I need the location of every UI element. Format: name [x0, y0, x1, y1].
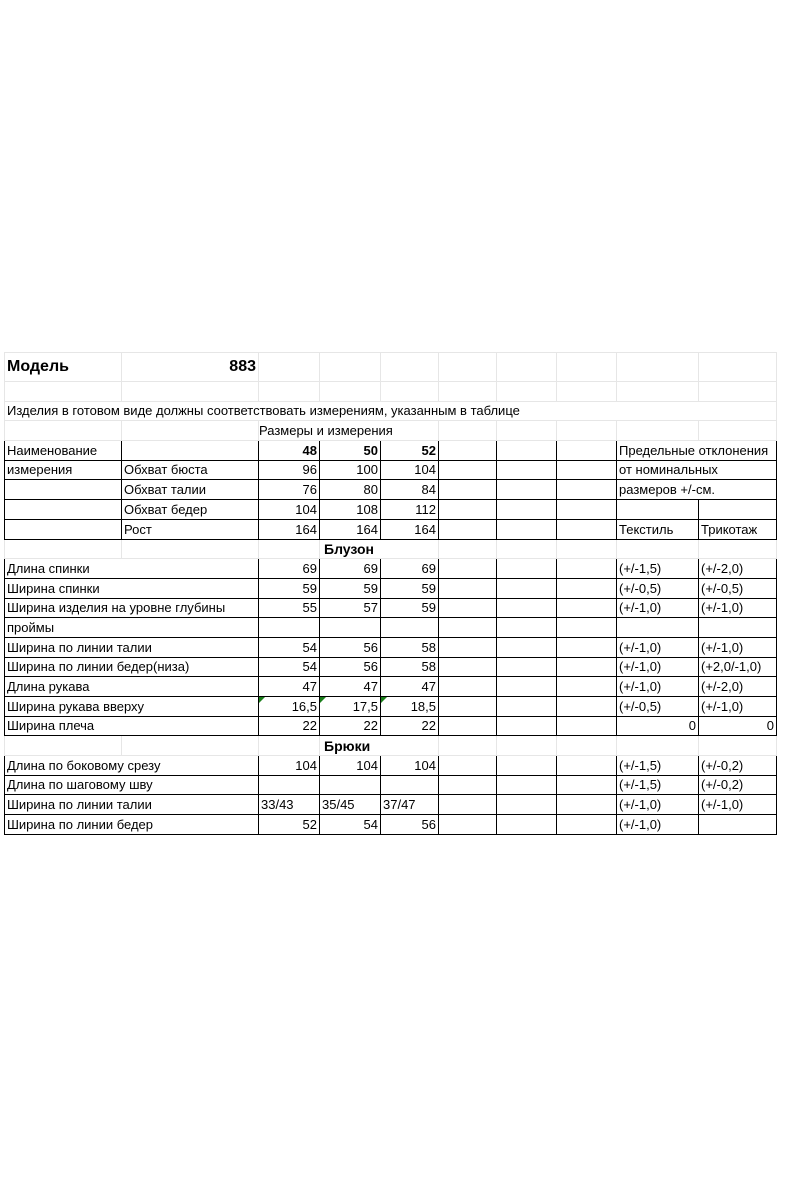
comment-marker-icon — [381, 697, 387, 703]
height-52: 164 — [381, 519, 439, 539]
height-48: 164 — [259, 519, 320, 539]
trousers-value: 52 — [259, 815, 320, 835]
blouse-tolerance-knit: (+/-1,0) — [699, 697, 777, 717]
blouse-row-label: Ширина плеча — [5, 716, 259, 736]
trousers-value: 56 — [381, 815, 439, 835]
blouse-value: 47 — [381, 677, 439, 697]
blouse-value: 59 — [381, 578, 439, 598]
trousers-value: 104 — [320, 756, 381, 776]
waist-50: 80 — [320, 480, 381, 500]
blouse-value: 55 — [259, 598, 320, 618]
blouse-value: 22 — [259, 716, 320, 736]
blouse-tolerance-textile: (+/-1,0) — [617, 677, 699, 697]
hips-50: 108 — [320, 500, 381, 520]
trousers-row-label: Ширина по линии талии — [5, 795, 259, 815]
blouse-row-label: проймы — [5, 618, 259, 638]
note-text: Изделия в готовом виде должны соответствовать измерениям, указанным в таблице — [5, 401, 777, 421]
blouse-row-label: Ширина по линии бедер(низа) — [5, 657, 259, 677]
blouse-value: 58 — [381, 657, 439, 677]
trousers-value: 33/43 — [259, 795, 320, 815]
trousers-value: 104 — [381, 756, 439, 776]
bust-50: 100 — [320, 460, 381, 480]
trousers-tolerance-knit: (+/-0,2) — [699, 775, 777, 795]
blouse-value: 54 — [259, 657, 320, 677]
trousers-value: 104 — [259, 756, 320, 776]
spec-sheet-table — [4, 352, 777, 835]
height-50: 164 — [320, 519, 381, 539]
trousers-tolerance-knit: (+/-1,0) — [699, 795, 777, 815]
blouse-row-label: Длина спинки — [5, 559, 259, 579]
blouse-value: 59 — [320, 578, 381, 598]
trousers-row-label: Длина по боковому срезу — [5, 756, 259, 776]
trousers-section-title: Брюки — [320, 736, 439, 756]
comment-marker-icon — [259, 697, 265, 703]
blouse-row-label: Длина рукава — [5, 677, 259, 697]
trousers-value: 35/45 — [320, 795, 381, 815]
blouse-row-label: Ширина спинки — [5, 578, 259, 598]
blouse-tolerance-knit: (+2,0/-1,0) — [699, 657, 777, 677]
trousers-value: 37/47 — [381, 795, 439, 815]
blouse-section-title: Блузон — [320, 539, 439, 559]
textile-heading: Текстиль — [617, 519, 699, 539]
blouse-tolerance-textile: (+/-1,0) — [617, 657, 699, 677]
blouse-tolerance-knit: (+/-1,0) — [699, 637, 777, 657]
blouse-tolerance-knit: (+/-2,0) — [699, 559, 777, 579]
hips-52: 112 — [381, 500, 439, 520]
height-label: Рост — [122, 519, 259, 539]
knitwear-heading: Трикотаж — [699, 519, 777, 539]
trousers-tolerance-textile: (+/-1,5) — [617, 775, 699, 795]
size-50: 50 — [320, 441, 381, 461]
blouse-value: 69 — [259, 559, 320, 579]
deviation-heading-2: от номинальных — [617, 460, 777, 480]
deviation-heading-3: размеров +/-см. — [617, 480, 777, 500]
blouse-tolerance-textile: (+/-1,5) — [617, 559, 699, 579]
trousers-row-label: Длина по шаговому шву — [5, 775, 259, 795]
blouse-tolerance-knit: (+/-1,0) — [699, 598, 777, 618]
blouse-tolerance-textile: (+/-1,0) — [617, 637, 699, 657]
blouse-value: 54 — [259, 637, 320, 657]
blouse-tolerance-knit: 0 — [699, 716, 777, 736]
bust-52: 104 — [381, 460, 439, 480]
trousers-tolerance-textile: (+/-1,0) — [617, 795, 699, 815]
blouse-value: 56 — [320, 637, 381, 657]
waist-52: 84 — [381, 480, 439, 500]
comment-marker-icon — [320, 697, 326, 703]
bust-48: 96 — [259, 460, 320, 480]
size-48: 48 — [259, 441, 320, 461]
blouse-value: 18,5 — [381, 697, 439, 717]
blouse-value: 47 — [320, 677, 381, 697]
blouse-value: 59 — [259, 578, 320, 598]
blouse-tolerance-textile: (+/-0,5) — [617, 578, 699, 598]
blouse-tolerance-textile: (+/-0,5) — [617, 697, 699, 717]
trousers-row-label: Ширина по линии бедер — [5, 815, 259, 835]
blouse-value: 17,5 — [320, 697, 381, 717]
blouse-tolerance-knit: (+/-2,0) — [699, 677, 777, 697]
blouse-value: 56 — [320, 657, 381, 677]
model-number: 883 — [122, 353, 259, 382]
waist-48: 76 — [259, 480, 320, 500]
model-label: Модель — [5, 353, 122, 382]
blouse-tolerance-textile: 0 — [617, 716, 699, 736]
trousers-tolerance-knit: (+/-0,2) — [699, 756, 777, 776]
blouse-value: 69 — [381, 559, 439, 579]
blouse-value: 22 — [381, 716, 439, 736]
header-name-1: Наименование — [5, 441, 122, 461]
sizes-title: Размеры и измерения — [259, 421, 439, 441]
trousers-tolerance-textile: (+/-1,5) — [617, 756, 699, 776]
blouse-value: 22 — [320, 716, 381, 736]
trousers-value: 54 — [320, 815, 381, 835]
blouse-tolerance-textile: (+/-1,0) — [617, 598, 699, 618]
blouse-value: 47 — [259, 677, 320, 697]
bust-label: Обхват бюста — [122, 460, 259, 480]
blouse-value: 59 — [381, 598, 439, 618]
blouse-value: 16,5 — [259, 697, 320, 717]
blouse-row-label: Ширина по линии талии — [5, 637, 259, 657]
header-name-2: измерения — [5, 460, 122, 480]
blouse-value: 69 — [320, 559, 381, 579]
trousers-tolerance-textile: (+/-1,0) — [617, 815, 699, 835]
blouse-row-label: Ширина рукава вверху — [5, 697, 259, 717]
blouse-tolerance-knit: (+/-0,5) — [699, 578, 777, 598]
blouse-value: 58 — [381, 637, 439, 657]
blouse-value: 57 — [320, 598, 381, 618]
size-52: 52 — [381, 441, 439, 461]
deviation-heading-1: Предельные отклонения — [617, 441, 777, 461]
hips-48: 104 — [259, 500, 320, 520]
blouse-row-label: Ширина изделия на уровне глубины — [5, 598, 259, 618]
waist-label: Обхват талии — [122, 480, 259, 500]
hips-label: Обхват бедер — [122, 500, 259, 520]
